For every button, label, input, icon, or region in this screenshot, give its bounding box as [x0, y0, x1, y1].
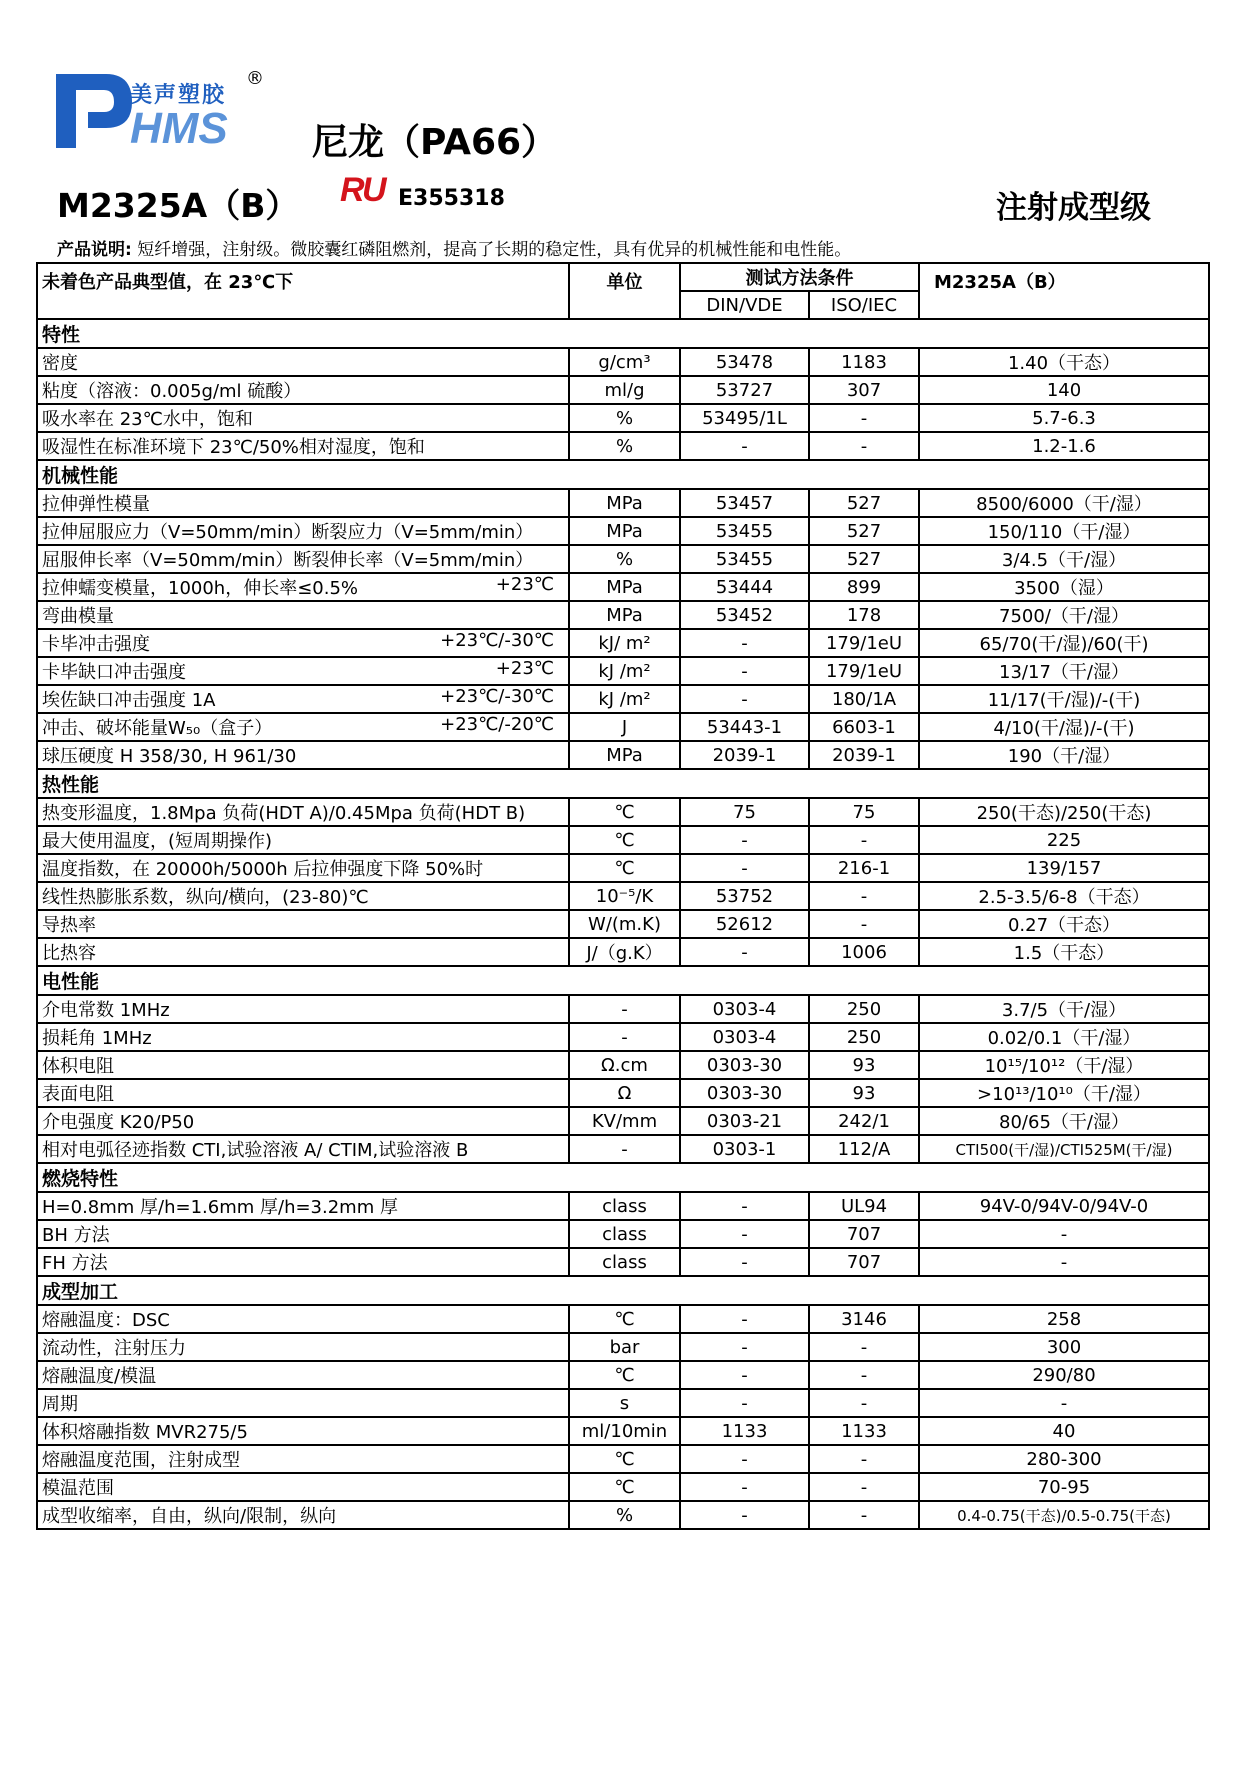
unit-cell: %: [569, 404, 680, 432]
unit-cell: KV/mm: [569, 1107, 680, 1135]
value-cell: 0.02/0.1（干/湿）: [919, 1023, 1209, 1051]
property-name: FH 方法: [42, 1253, 108, 1274]
unit-cell: J/（g.K）: [569, 938, 680, 966]
property-cell: [37, 685, 569, 713]
property-name: 拉伸屈服应力（V=50mm/min）断裂应力（V=5mm/min）: [42, 522, 534, 543]
table-row: [37, 1079, 1209, 1107]
iso-cell: 216-1: [809, 854, 919, 882]
table-row: [37, 489, 1209, 517]
property-cell: [37, 910, 569, 938]
property-name: 卡毕缺口冲击强度: [42, 662, 186, 683]
property-cell: [37, 1220, 569, 1248]
din-cell: 2039-1: [680, 741, 809, 769]
iso-cell: 1183: [809, 348, 919, 376]
table-row: [37, 741, 1209, 769]
value-cell: 5.7-6.3: [919, 404, 1209, 432]
din-cell: 53457: [680, 489, 809, 517]
din-cell: -: [680, 1248, 809, 1276]
din-cell: 52612: [680, 910, 809, 938]
din-cell: -: [680, 1501, 809, 1529]
property-cell: [37, 1192, 569, 1220]
table-row: [37, 826, 1209, 854]
din-cell: -: [680, 685, 809, 713]
value-cell: 7500/（干/湿）: [919, 601, 1209, 629]
section-header-row: [37, 769, 1209, 798]
header-property: 未着色产品典型值，在 23℃下: [37, 263, 569, 319]
value-cell: 65/70(干/湿)/60(干): [919, 629, 1209, 657]
table-row: [37, 854, 1209, 882]
din-cell: 75: [680, 798, 809, 826]
table-row: [37, 601, 1209, 629]
iso-cell: 707: [809, 1248, 919, 1276]
table-header-row: [37, 263, 1209, 291]
value-cell: >10¹³/10¹⁰（干/湿）: [919, 1079, 1209, 1107]
unit-cell: class: [569, 1192, 680, 1220]
ul-file-number: E355318: [398, 186, 505, 211]
table-row: [37, 1473, 1209, 1501]
iso-cell: -: [809, 432, 919, 460]
property-cell: [37, 713, 569, 741]
value-cell: 4/10(干/湿)/-(干): [919, 713, 1209, 741]
value-cell: 1.5（干态）: [919, 938, 1209, 966]
din-cell: 0303-4: [680, 995, 809, 1023]
property-cell: [37, 545, 569, 573]
iso-cell: 75: [809, 798, 919, 826]
unit-cell: g/cm³: [569, 348, 680, 376]
property-cell: [37, 1248, 569, 1276]
property-cell: [37, 741, 569, 769]
table-row: [37, 517, 1209, 545]
property-cell: [37, 489, 569, 517]
section-header-row: [37, 1163, 1209, 1192]
value-cell: 290/80: [919, 1361, 1209, 1389]
header-din: DIN/VDE: [680, 291, 809, 319]
svg-text:U: U: [362, 172, 387, 206]
value-cell: 225: [919, 826, 1209, 854]
unit-cell: -: [569, 1023, 680, 1051]
unit-cell: %: [569, 545, 680, 573]
section-title: 燃烧特性: [37, 1163, 1209, 1192]
logo-chinese-name: 美声塑胶: [130, 82, 227, 108]
value-cell: 40: [919, 1417, 1209, 1445]
din-cell: 53752: [680, 882, 809, 910]
unit-cell: MPa: [569, 601, 680, 629]
table-row: [37, 573, 1209, 601]
registered-mark: ®: [246, 68, 264, 89]
section-header-row: [37, 460, 1209, 489]
value-cell: 11/17(干/湿)/-(干): [919, 685, 1209, 713]
iso-cell: 93: [809, 1079, 919, 1107]
property-cell: [37, 1333, 569, 1361]
iso-cell: -: [809, 910, 919, 938]
property-name: 吸湿性在标准环境下 23℃/50%相对湿度，饱和: [42, 437, 425, 458]
iso-cell: 179/1eU: [809, 629, 919, 657]
property-name: 吸水率在 23℃水中，饱和: [42, 409, 253, 430]
iso-cell: -: [809, 1333, 919, 1361]
value-cell: 250(干态)/250(干态): [919, 798, 1209, 826]
test-condition: +23℃/-30℃: [440, 630, 554, 651]
property-cell: [37, 657, 569, 685]
test-condition: +23℃/-20℃: [440, 714, 554, 735]
property-name: 拉伸弹性模量: [42, 494, 150, 515]
unit-cell: class: [569, 1220, 680, 1248]
unit-cell: ℃: [569, 1445, 680, 1473]
header-iso: ISO/IEC: [809, 291, 919, 319]
din-cell: -: [680, 1333, 809, 1361]
process-grade: 注射成型级: [996, 190, 1151, 226]
test-condition: +23℃: [495, 658, 554, 679]
unit-cell: kJ/ m²: [569, 629, 680, 657]
din-cell: 0303-1: [680, 1135, 809, 1163]
property-cell: [37, 798, 569, 826]
property-cell: [37, 1473, 569, 1501]
property-name: 屈服伸长率（V=50mm/min）断裂伸长率（V=5mm/min）: [42, 550, 534, 571]
iso-cell: 527: [809, 489, 919, 517]
din-cell: 53727: [680, 376, 809, 404]
iso-cell: 527: [809, 517, 919, 545]
table-row: [37, 1220, 1209, 1248]
property-cell: [37, 1079, 569, 1107]
unit-cell: bar: [569, 1333, 680, 1361]
unit-cell: ℃: [569, 854, 680, 882]
iso-cell: -: [809, 1445, 919, 1473]
unit-cell: ml/g: [569, 376, 680, 404]
value-cell: 13/17（干/湿）: [919, 657, 1209, 685]
iso-cell: 527: [809, 545, 919, 573]
svg-text:R: R: [340, 172, 365, 206]
section-title: 机械性能: [37, 460, 1209, 489]
din-cell: 53444: [680, 573, 809, 601]
property-name: 最大使用温度，(短周期操作): [42, 831, 273, 852]
unit-cell: ml/10min: [569, 1417, 680, 1445]
unit-cell: %: [569, 1501, 680, 1529]
din-cell: -: [680, 1445, 809, 1473]
value-cell: 150/110（干/湿）: [919, 517, 1209, 545]
unit-cell: ℃: [569, 826, 680, 854]
table-row: [37, 882, 1209, 910]
section-header-row: [37, 319, 1209, 348]
table-row: [37, 404, 1209, 432]
table-row: [37, 1107, 1209, 1135]
table-row: [37, 432, 1209, 460]
value-cell: 70-95: [919, 1473, 1209, 1501]
unit-cell: s: [569, 1389, 680, 1417]
property-cell: [37, 376, 569, 404]
property-cell: [37, 1445, 569, 1473]
property-name: 损耗角 1MHz: [42, 1028, 152, 1049]
description-label: 产品说明:: [57, 240, 132, 260]
property-name: 弯曲模量: [42, 606, 114, 627]
property-name: 熔融温度范围，注射成型: [42, 1450, 240, 1471]
din-cell: -: [680, 629, 809, 657]
property-name: 熔融温度/模温: [42, 1366, 157, 1387]
din-cell: -: [680, 432, 809, 460]
property-name: 流动性，注射压力: [42, 1338, 186, 1359]
value-cell: 139/157: [919, 854, 1209, 882]
unit-cell: ℃: [569, 1305, 680, 1333]
din-cell: 0303-4: [680, 1023, 809, 1051]
product-grade: M2325A（B）: [57, 186, 299, 225]
unit-cell: kJ /m²: [569, 685, 680, 713]
iso-cell: 1133: [809, 1417, 919, 1445]
value-cell: -: [919, 1248, 1209, 1276]
iso-cell: UL94: [809, 1192, 919, 1220]
din-cell: 0303-30: [680, 1079, 809, 1107]
unit-cell: ℃: [569, 798, 680, 826]
property-name: 拉伸蠕变模量，1000h，伸长率≤0.5%: [42, 578, 359, 599]
table-row: [37, 1445, 1209, 1473]
unit-cell: -: [569, 995, 680, 1023]
property-name: 卡毕冲击强度: [42, 634, 150, 655]
unit-cell: Ω: [569, 1079, 680, 1107]
property-name: 表面电阻: [42, 1084, 114, 1105]
property-cell: [37, 1361, 569, 1389]
unit-cell: ℃: [569, 1473, 680, 1501]
property-cell: [37, 1417, 569, 1445]
value-cell: 0.27（干态）: [919, 910, 1209, 938]
table-row: [37, 995, 1209, 1023]
property-cell: [37, 1051, 569, 1079]
iso-cell: 250: [809, 995, 919, 1023]
din-cell: 1133: [680, 1417, 809, 1445]
property-name: 埃佐缺口冲击强度 1A: [42, 690, 216, 711]
ul-recognized-icon: [338, 172, 392, 206]
page-title: 尼龙（PA66）: [312, 122, 558, 163]
unit-cell: MPa: [569, 489, 680, 517]
header-value: M2325A（B）: [919, 263, 1209, 319]
section-title: 电性能: [37, 966, 1209, 995]
table-row: [37, 657, 1209, 685]
property-cell: [37, 1135, 569, 1163]
table-row: [37, 1192, 1209, 1220]
iso-cell: 180/1A: [809, 685, 919, 713]
value-cell: -: [919, 1220, 1209, 1248]
header-test-method: 测试方法条件: [680, 263, 919, 291]
din-cell: -: [680, 1305, 809, 1333]
property-name: 周期: [42, 1394, 78, 1415]
table-row: [37, 1389, 1209, 1417]
description-text: 短纤增强，注射级。微胶囊红磷阻燃剂，提高了长期的稳定性，具有优异的机械性能和电性能。: [137, 240, 852, 260]
din-cell: 53455: [680, 517, 809, 545]
value-cell: 2.5-3.5/6-8（干态）: [919, 882, 1209, 910]
property-name: 成型收缩率，自由，纵向/限制，纵向: [42, 1506, 337, 1527]
property-cell: [37, 404, 569, 432]
unit-cell: -: [569, 1135, 680, 1163]
property-cell: [37, 854, 569, 882]
property-cell: [37, 826, 569, 854]
value-cell: 1.40（干态）: [919, 348, 1209, 376]
property-name: 体积熔融指数 MVR275/5: [42, 1422, 248, 1443]
section-title: 特性: [37, 319, 1209, 348]
iso-cell: -: [809, 826, 919, 854]
table-row: [37, 1501, 1209, 1529]
iso-cell: 178: [809, 601, 919, 629]
property-cell: [37, 629, 569, 657]
value-cell: 3.7/5（干/湿）: [919, 995, 1209, 1023]
value-cell: 3/4.5（干/湿）: [919, 545, 1209, 573]
table-row: [37, 1051, 1209, 1079]
iso-cell: 1006: [809, 938, 919, 966]
header-unit: 单位: [569, 263, 680, 319]
iso-cell: 307: [809, 376, 919, 404]
iso-cell: 899: [809, 573, 919, 601]
property-cell: [37, 601, 569, 629]
din-cell: -: [680, 854, 809, 882]
iso-cell: 112/A: [809, 1135, 919, 1163]
table-row: [37, 685, 1209, 713]
iso-cell: 179/1eU: [809, 657, 919, 685]
table-row: [37, 1333, 1209, 1361]
property-cell: [37, 1305, 569, 1333]
din-cell: -: [680, 1389, 809, 1417]
table-row: [37, 713, 1209, 741]
property-name: H=0.8mm 厚/h=1.6mm 厚/h=3.2mm 厚: [42, 1197, 398, 1218]
table-row: [37, 910, 1209, 938]
din-cell: -: [680, 1361, 809, 1389]
unit-cell: MPa: [569, 741, 680, 769]
value-cell: 258: [919, 1305, 1209, 1333]
unit-cell: %: [569, 432, 680, 460]
table-row: [37, 798, 1209, 826]
value-cell: 300: [919, 1333, 1209, 1361]
table-row: [37, 938, 1209, 966]
property-name: 介电强度 K20/P50: [42, 1112, 195, 1133]
test-condition: +23℃/-30℃: [440, 686, 554, 707]
property-cell: [37, 882, 569, 910]
value-cell: 0.4-0.75(干态)/0.5-0.75(干态): [919, 1501, 1209, 1529]
section-title: 热性能: [37, 769, 1209, 798]
iso-cell: 2039-1: [809, 741, 919, 769]
property-name: 比热容: [42, 943, 96, 964]
logo-brand-text: HMS: [130, 104, 228, 153]
unit-cell: class: [569, 1248, 680, 1276]
property-name: 粘度（溶液：0.005g/ml 硫酸）: [42, 381, 302, 402]
din-cell: 53478: [680, 348, 809, 376]
din-cell: -: [680, 826, 809, 854]
property-cell: [37, 995, 569, 1023]
iso-cell: -: [809, 404, 919, 432]
din-cell: -: [680, 938, 809, 966]
din-cell: 53443-1: [680, 713, 809, 741]
iso-cell: -: [809, 1473, 919, 1501]
value-cell: 80/65（干/湿）: [919, 1107, 1209, 1135]
product-description: [57, 235, 851, 260]
iso-cell: 6603-1: [809, 713, 919, 741]
property-cell: [37, 1023, 569, 1051]
value-cell: 94V-0/94V-0/94V-0: [919, 1192, 1209, 1220]
iso-cell: 242/1: [809, 1107, 919, 1135]
din-cell: 0303-21: [680, 1107, 809, 1135]
value-cell: -: [919, 1389, 1209, 1417]
table-row: [37, 545, 1209, 573]
property-cell: [37, 348, 569, 376]
din-cell: -: [680, 657, 809, 685]
din-cell: -: [680, 1192, 809, 1220]
unit-cell: 10⁻⁵/K: [569, 882, 680, 910]
property-cell: [37, 938, 569, 966]
property-cell: [37, 1389, 569, 1417]
value-cell: 280-300: [919, 1445, 1209, 1473]
iso-cell: 3146: [809, 1305, 919, 1333]
property-name: 球压硬度 H 358/30, H 961/30: [42, 746, 297, 767]
table-row: [37, 376, 1209, 404]
property-cell: [37, 517, 569, 545]
section-header-row: [37, 966, 1209, 995]
section-title: 成型加工: [37, 1276, 1209, 1305]
iso-cell: -: [809, 1361, 919, 1389]
property-cell: [37, 1501, 569, 1529]
din-cell: 53452: [680, 601, 809, 629]
property-name: 模温范围: [42, 1478, 114, 1499]
table-row: [37, 1361, 1209, 1389]
value-cell: 1.2-1.6: [919, 432, 1209, 460]
table-row: [37, 348, 1209, 376]
iso-cell: 707: [809, 1220, 919, 1248]
unit-cell: MPa: [569, 573, 680, 601]
din-cell: -: [680, 1473, 809, 1501]
table-row: [37, 1417, 1209, 1445]
din-cell: 53495/1L: [680, 404, 809, 432]
value-cell: 190（干/湿）: [919, 741, 1209, 769]
property-name: 线性热膨胀系数，纵向/横向，(23-80)℃: [42, 887, 369, 908]
unit-cell: Ω.cm: [569, 1051, 680, 1079]
table-row: [37, 629, 1209, 657]
table-row: [37, 1023, 1209, 1051]
property-name: 热变形温度，1.8Mpa 负荷(HDT A)/0.45Mpa 负荷(HDT B): [42, 803, 526, 824]
section-header-row: [37, 1276, 1209, 1305]
property-name: BH 方法: [42, 1225, 110, 1246]
unit-cell: ℃: [569, 1361, 680, 1389]
iso-cell: -: [809, 1501, 919, 1529]
iso-cell: -: [809, 882, 919, 910]
din-cell: 53455: [680, 545, 809, 573]
spec-table: [36, 262, 1210, 1530]
property-cell: [37, 573, 569, 601]
iso-cell: 250: [809, 1023, 919, 1051]
property-name: 熔融温度：DSC: [42, 1310, 170, 1331]
unit-cell: J: [569, 713, 680, 741]
property-name: 温度指数，在 20000h/5000h 后拉伸强度下降 50%时: [42, 859, 484, 880]
unit-cell: MPa: [569, 517, 680, 545]
property-name: 相对电弧径迹指数 CTI,试验溶液 A/ CTIM,试验溶液 B: [42, 1140, 469, 1161]
property-name: 体积电阻: [42, 1056, 114, 1077]
table-row: [37, 1305, 1209, 1333]
property-cell: [37, 432, 569, 460]
test-condition: +23℃: [495, 574, 554, 595]
property-cell: [37, 1107, 569, 1135]
value-cell: 140: [919, 376, 1209, 404]
din-cell: -: [680, 1220, 809, 1248]
table-row: [37, 1248, 1209, 1276]
property-name: 冲击、破坏能量W₅₀（盒子）: [42, 718, 273, 739]
iso-cell: 93: [809, 1051, 919, 1079]
property-name: 导热率: [42, 915, 96, 936]
unit-cell: W/(m.K): [569, 910, 680, 938]
value-cell: 3500（湿）: [919, 573, 1209, 601]
value-cell: CTI500(干/湿)/CTI525M(干/湿): [919, 1135, 1209, 1163]
iso-cell: -: [809, 1389, 919, 1417]
value-cell: 10¹⁵/10¹²（干/湿）: [919, 1051, 1209, 1079]
property-name: 密度: [42, 353, 78, 374]
value-cell: 8500/6000（干/湿）: [919, 489, 1209, 517]
din-cell: 0303-30: [680, 1051, 809, 1079]
property-name: 介电常数 1MHz: [42, 1000, 170, 1021]
table-row: [37, 1135, 1209, 1163]
unit-cell: kJ /m²: [569, 657, 680, 685]
